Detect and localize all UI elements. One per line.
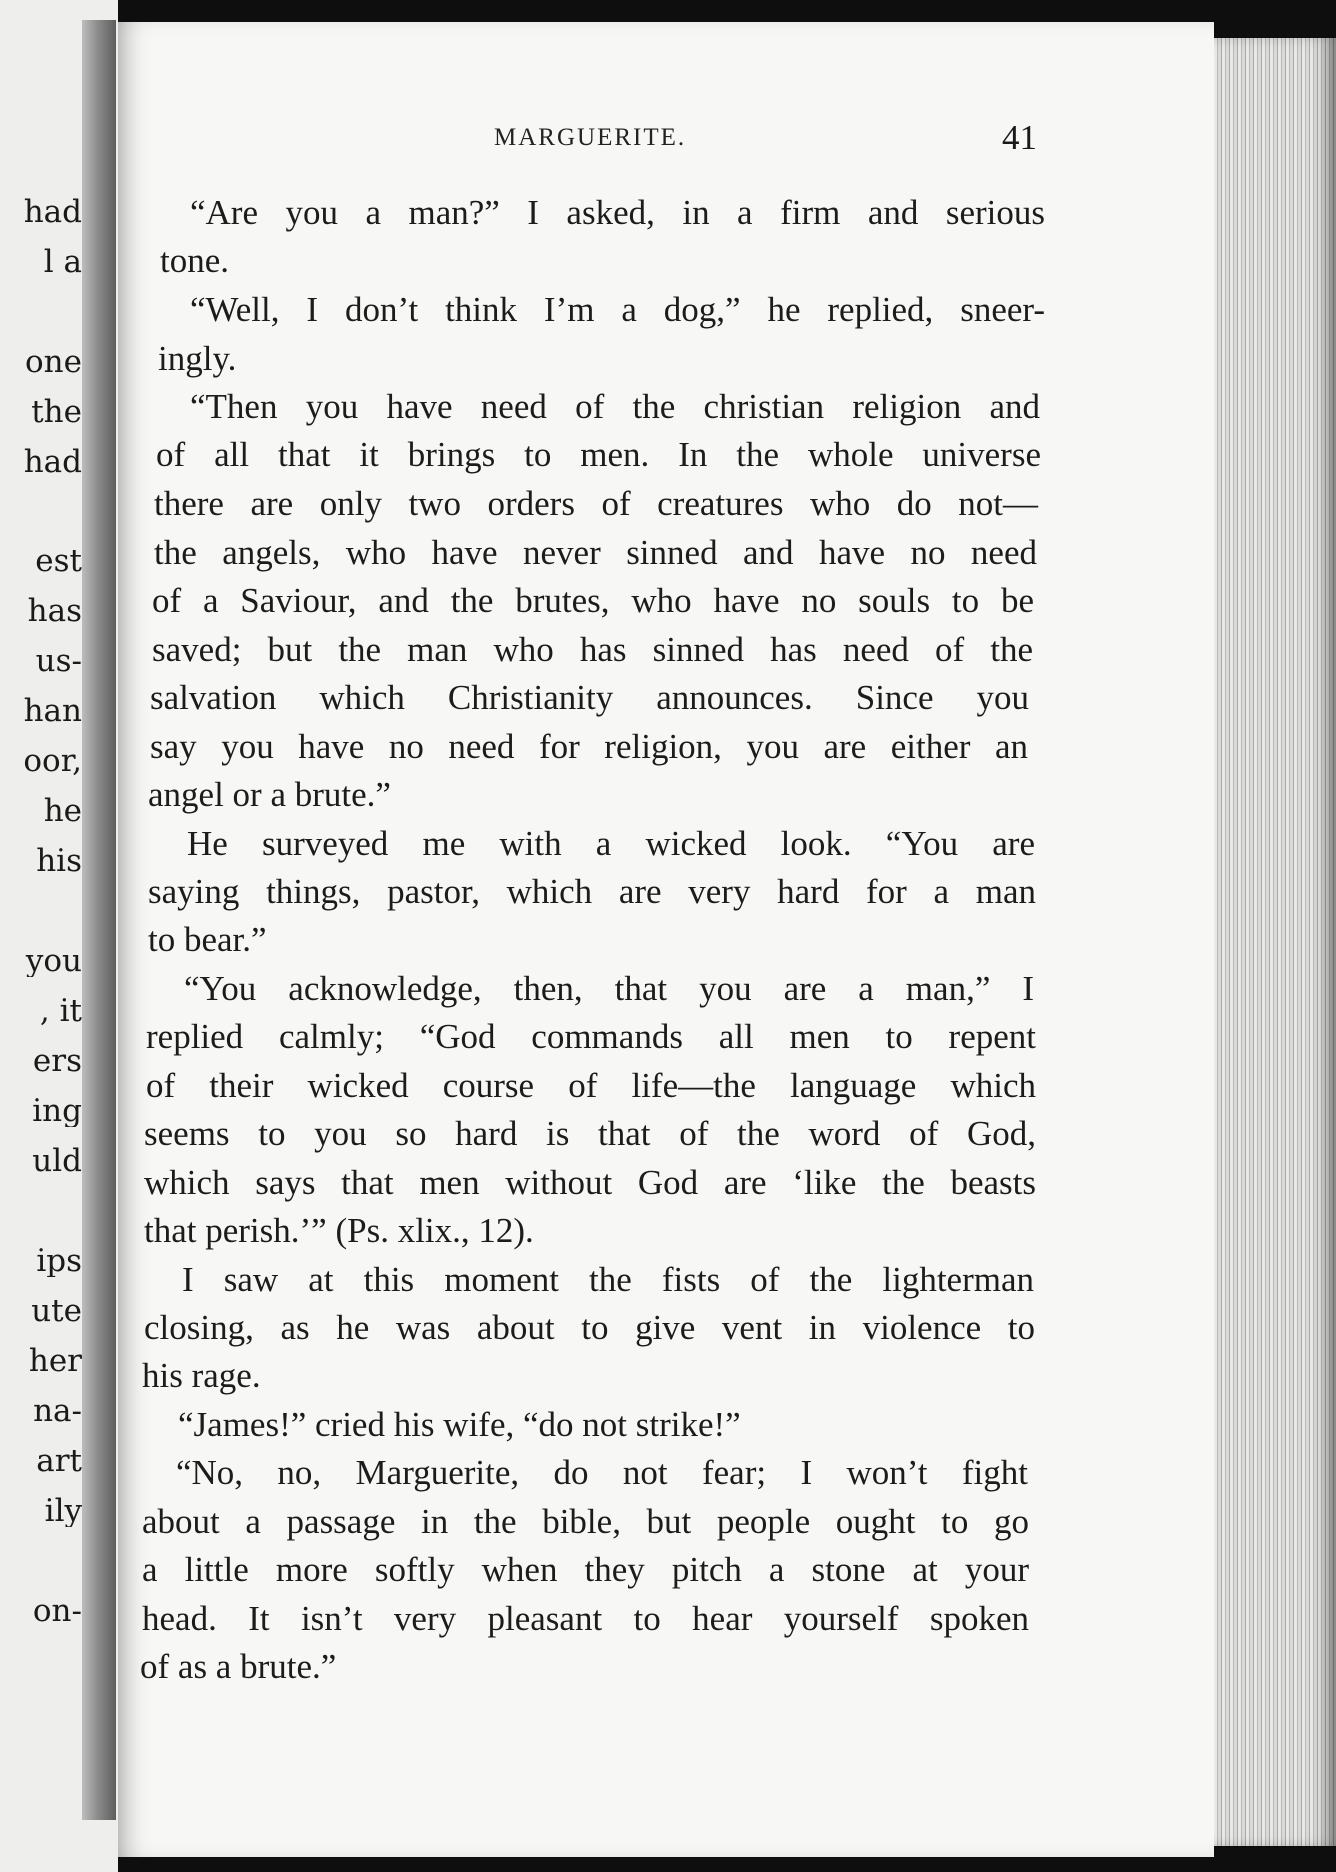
previous-page-line-fragment: his	[36, 846, 82, 877]
previous-page-line-fragment: ute	[31, 1296, 82, 1327]
text-line: closing, as he was about to give vent in violence to	[144, 1308, 1035, 1347]
text-line: tone.	[160, 241, 230, 280]
text-line: there are only two orders of creatures who do not—	[154, 484, 1038, 523]
text-line: replied calmly; “God commands all men to repent	[146, 1017, 1036, 1056]
text-line: seems to you so hard is that of the word of God,	[144, 1114, 1036, 1153]
text-line: “Then you have need of the christian religion and	[190, 387, 1040, 426]
previous-page-line-fragment: had	[23, 447, 82, 478]
text-line: saying things, pastor, which are very hard for a man	[148, 872, 1036, 911]
previous-page-line-fragment: us-	[35, 646, 82, 677]
text-line: “Are you a man?” I asked, in a firm and serious	[190, 193, 1045, 232]
text-line: I saw at this moment the fists of the lighterman	[182, 1260, 1034, 1299]
text-line: “You acknowledge, then, that you are a man,” I	[184, 969, 1034, 1008]
text-line: about a passage in the bible, but people ought to go	[142, 1502, 1029, 1541]
previous-page-line-fragment: her	[28, 1346, 82, 1377]
previous-page-line-fragment: l a	[43, 247, 82, 278]
text-line: of a Saviour, and the brutes, who have no souls to be	[152, 581, 1034, 620]
previous-page-line-fragment: , it	[39, 996, 82, 1027]
previous-page-line-fragment: the	[31, 397, 82, 428]
text-line: ingly.	[158, 339, 237, 378]
previous-page-line-fragment: han	[23, 696, 82, 727]
text-line: “Well, I don’t think I’m a dog,” he replied, sneer-	[190, 290, 1045, 329]
text-line: of as a brute.”	[140, 1647, 337, 1686]
previous-page-line-fragment: ing	[32, 1096, 82, 1127]
running-head: MARGUERITE.	[494, 124, 687, 151]
text-line: saved; but the man who has sinned has need of the	[152, 630, 1033, 669]
previous-page-line-fragment: ily	[44, 1496, 82, 1527]
text-line: say you have no need for religion, you are either an	[150, 727, 1028, 766]
text-line: “James!” cried his wife, “do not strike!”	[178, 1405, 741, 1444]
text-line: salvation which Christianity announces. Since you	[150, 678, 1029, 717]
previous-page-line-fragment: oor,	[23, 746, 82, 777]
text-line: He surveyed me with a wicked look. “You are	[187, 824, 1035, 863]
text-line: of their wicked course of life—the language which	[146, 1066, 1036, 1105]
page-edges	[1214, 38, 1336, 1846]
text-line: angel or a brute.”	[148, 775, 391, 814]
text-line: head. It isn’t very pleasant to hear yourself spoken	[142, 1599, 1029, 1638]
page-gutter-shadow	[82, 20, 116, 1820]
previous-page-line-fragment: est	[35, 546, 82, 577]
previous-page-line-fragment: one	[25, 347, 82, 378]
page-number: 41	[1002, 118, 1037, 157]
previous-page-line-fragment: na-	[33, 1396, 82, 1427]
previous-page-line-fragment: you	[25, 946, 82, 977]
previous-page-line-fragment: has	[27, 596, 82, 627]
text-line: which says that men without God are ‘like the beasts	[144, 1163, 1036, 1202]
previous-page-line-fragment: on-	[32, 1596, 82, 1627]
previous-page-line-fragment: art	[36, 1446, 82, 1477]
previous-page-line-fragment: he	[43, 796, 82, 827]
text-line: his rage.	[142, 1356, 261, 1395]
previous-page	[0, 0, 118, 1872]
previous-page-line-fragment: ers	[32, 1046, 82, 1077]
previous-page-line-fragment: uld	[32, 1146, 82, 1177]
text-line: the angels, who have never sinned and have no need	[154, 533, 1037, 572]
text-line: to bear.”	[148, 920, 267, 959]
text-line: “No, no, Marguerite, do not fear; I won’t fight	[176, 1453, 1028, 1492]
text-line: a little more softly when they pitch a stone at your	[142, 1550, 1029, 1589]
previous-page-line-fragment: had	[23, 197, 82, 228]
previous-page-line-fragment: ips	[36, 1246, 82, 1277]
text-line: that perish.’” (Ps. xlix., 12).	[144, 1211, 534, 1250]
text-line: of all that it brings to men. In the whole universe	[156, 435, 1041, 474]
